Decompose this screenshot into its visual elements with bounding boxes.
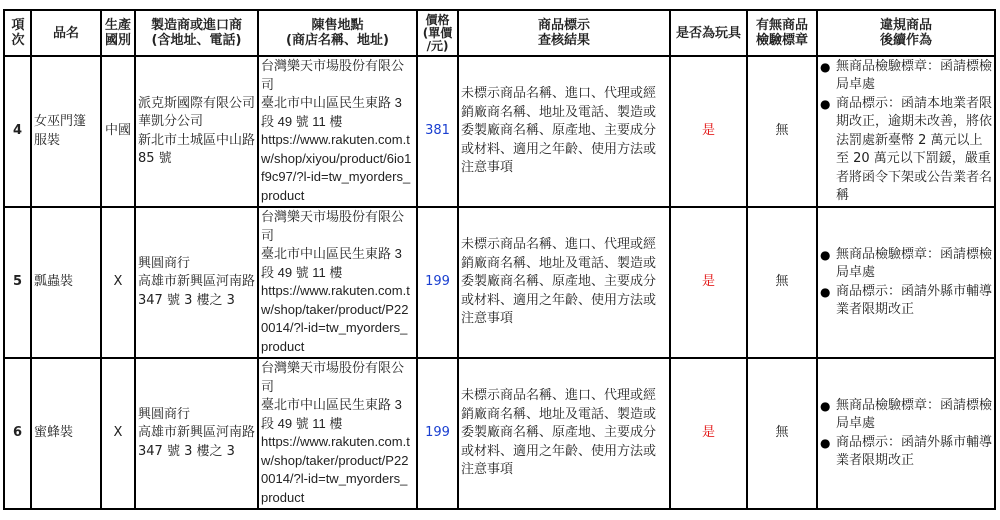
table-row [4, 56, 995, 207]
header-store: 陳售地點 (商店名稱、地址) [258, 10, 417, 56]
follow-up-actions [817, 358, 995, 509]
action-item: ● 無商品檢驗標章：函請標檢局卓處 [836, 246, 992, 283]
header-row [4, 10, 995, 56]
inspection-result: 未標示商品名稱、進口、代理或經銷廠商名稱、地址及電話、製造或委製廠商名稱、原產地、主要成分或材料、適用之年齡、使用方法或注意事項 [458, 56, 670, 207]
inspection-mark: 無 [747, 207, 817, 358]
header-no: 項次 [4, 10, 31, 56]
item-number: 5 [4, 207, 31, 358]
inspection-mark: 無 [747, 56, 817, 207]
header-maker: 製造商或進口商 (含地址、電話) [135, 10, 258, 56]
inspection-result: 未標示商品名稱、進口、代理或經銷廠商名稱、地址及電話、製造或委製廠商名稱、原產地、主要成分或材料、適用之年齡、使用方法或注意事項 [458, 358, 670, 509]
header-price: 價格 (單價 /元) [417, 10, 458, 56]
header-name: 品名 [31, 10, 101, 56]
inspection-table [3, 9, 996, 510]
action-item: ● 商品標示：函請本地業者限期改正，逾期未改善，將依法罰處新臺幣 2 萬元以上至 20 萬元以下罰鍰，嚴重者將函令下架或公告業者名稱 [836, 95, 992, 206]
maker: 興圓商行 高雄市新興區河南路 347 號 3 樓之 3 [135, 207, 258, 358]
product-name: 女巫門篷服裝 [31, 56, 101, 207]
header-result: 商品標示 查核結果 [458, 10, 670, 56]
item-number: 6 [4, 358, 31, 509]
store: 台灣樂天市場股份有限公司 臺北市中山區民生東路 3 段 49 號 11 樓 https://www.rakuten.com.tw/shop/taker/product/P220014/?l-id=tw_myorders_product [258, 207, 417, 358]
product-name: 瓢蟲裝 [31, 207, 101, 358]
price: 381 [417, 56, 458, 207]
table-row [4, 358, 995, 509]
follow-up-actions [817, 56, 995, 207]
country: X [101, 358, 135, 509]
action-item: ● 商品標示：函請外縣市輔導業者限期改正 [836, 434, 992, 471]
country: 中國 [101, 56, 135, 207]
price: 199 [417, 207, 458, 358]
action-item: ● 無商品檢驗標章：函請標檢局卓處 [836, 397, 992, 434]
is-toy: 是 [670, 56, 747, 207]
product-name: 蜜蜂裝 [31, 358, 101, 509]
table-row [4, 207, 995, 358]
maker: 派克斯國際有限公司華凱分公司 新北市土城區中山路 85 號 [135, 56, 258, 207]
item-number: 4 [4, 56, 31, 207]
store: 台灣樂天市場股份有限公司 臺北市中山區民生東路 3 段 49 號 11 樓 https://www.rakuten.com.tw/shop/xiyou/product/6io1f9c97/?l-id=tw_myorders_product [258, 56, 417, 207]
follow-up-actions [817, 207, 995, 358]
inspection-mark: 無 [747, 358, 817, 509]
header-toy: 是否為玩具 [670, 10, 747, 56]
store: 台灣樂天市場股份有限公司 臺北市中山區民生東路 3 段 49 號 11 樓 https://www.rakuten.com.tw/shop/taker/product/P220014/?l-id=tw_myorders_product [258, 358, 417, 509]
action-item: ● 無商品檢驗標章：函請標檢局卓處 [836, 58, 992, 95]
header-actions: 違規商品 後續作為 [817, 10, 995, 56]
header-mark: 有無商品 檢驗標章 [747, 10, 817, 56]
is-toy: 是 [670, 358, 747, 509]
country: X [101, 207, 135, 358]
is-toy: 是 [670, 207, 747, 358]
price: 199 [417, 358, 458, 509]
maker: 興圓商行 高雄市新興區河南路 347 號 3 樓之 3 [135, 358, 258, 509]
inspection-result: 未標示商品名稱、進口、代理或經銷廠商名稱、地址及電話、製造或委製廠商名稱、原產地、主要成分或材料、適用之年齡、使用方法或注意事項 [458, 207, 670, 358]
header-country: 生產國別 [101, 10, 135, 56]
action-item: ● 商品標示：函請外縣市輔導業者限期改正 [836, 283, 992, 320]
